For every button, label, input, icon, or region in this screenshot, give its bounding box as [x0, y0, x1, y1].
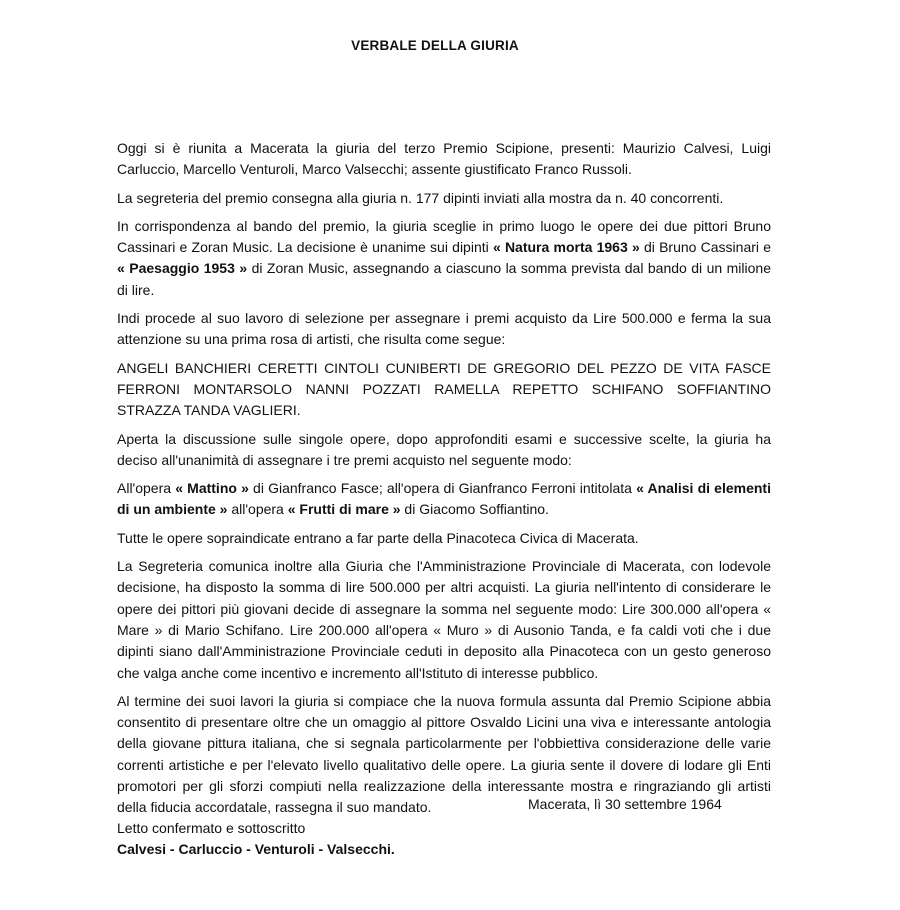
- document-body: [117, 138, 771, 819]
- work-title-paesaggio: « Paesaggio 1953 »: [117, 260, 248, 277]
- closing-block: [117, 818, 395, 860]
- text-run: All'opera: [117, 480, 176, 497]
- work-title-frutti-di-mare: « Frutti di mare »: [287, 501, 401, 518]
- paragraph-jury-meeting: Oggi si è riunita a Macerata la giuria del terzo Premio Scipione, presenti: Maurizio Calvesi, Luigi Carluccio, Marcello Venturoli, Marco Valsecchi; assente giustificato Franco Russoli.: [117, 140, 771, 178]
- paragraph-provincial-acquisitions: La Segreteria comunica inoltre alla Giuria che l'Amministrazione Provinciale di Macerata, con lodevole decisione, ha disposto la somma di lire 500.000 per altri acquisti. La giuria nell'intento di considerare le opere dei pittori più giovani decide di assegnare la somma nel seguente modo: Lire 300.000 all'opera « Mare » di Mario Schifano. Lire 200.000 all'opera « Muro » di Ausonio Tanda, e fa caldi voti che i due dipinti siano dall'Amministrazione Provinciale ceduti in deposito alla Pinacoteca con un gesto generoso che valga anche come incentivo e incremento all'Istituto di interesse pubblico.: [117, 558, 771, 681]
- text-run: In corrispondenza al bando del premio, la giuria sceglie in primo luogo le opere dei due pittori Bruno Cassinari e Zoran Music. La decisione è unanime sui dipinti: [117, 217, 771, 256]
- artist-shortlist: ANGELI BANCHIERI CERETTI CINTOLI CUNIBERTI DE GREGORIO DEL PEZZO DE VITA FASCE FERRONI MONTARSOLO NANNI POZZATI RAMELLA REPETTO SCHIFANO SOFFIANTINO STRAZZA TANDA VAGLIERI.: [117, 359, 771, 419]
- closing-line: Letto confermato e sottoscritto: [117, 820, 306, 836]
- text-run: di Gianfranco Fasce; all'opera di Gianfranco Ferroni intitolata: [248, 480, 637, 497]
- work-title-natura-morta: « Natura morta 1963 »: [492, 239, 640, 256]
- text-run: all'opera: [227, 501, 288, 518]
- work-title-mattino: « Mattino »: [175, 480, 249, 497]
- document-title: VERBALE DELLA GIURIA: [351, 38, 519, 53]
- text-run: di Giacomo Soffiantino.: [400, 501, 549, 518]
- work-title-analisi: « Analisi di elementi di un ambiente »: [117, 480, 771, 518]
- paragraph-selection: Indi procede al suo lavoro di selezione per assegnare i premi acquisto da Lire 500.000 e ferma la sua attenzione su una prima rosa di artisti, che risulta come segue:: [117, 310, 771, 348]
- text-run: di Zoran Music, assegnando a ciascuno la somma prevista dal bando di un milione di lire.: [117, 260, 772, 298]
- dateline: Macerata, lì 30 settembre 1964: [528, 796, 722, 812]
- paragraph-conclusion: Al termine dei suoi lavori la giuria si compiace che la nuova formula assunta dal Premio Scipione abbia consentito di presentare oltre che un omaggio al pittore Osvaldo Licini una viva e interessante antologia della giovane pittura italiana, che si segnala particolarmente per l'obbiettiva considerazione delle varie correnti artistiche e per l'elevato livello qualitativo delle opere. La giuria sente il dovere di lodare gli Enti promotori per gli sforzi compiuti nella realizzazione della interessante mostra e ringraziando gli artisti della fiducia accordatale, rassegna il suo mandato.: [117, 692, 771, 816]
- signatories: Calvesi - Carluccio - Venturoli - Valsecchi.: [117, 841, 395, 857]
- paragraph-pinacoteca: Tutte le opere sopraindicate entrano a far parte della Pinacoteca Civica di Macerata.: [117, 529, 639, 546]
- text-run: di Bruno Cassinari e: [639, 239, 771, 256]
- paragraph-discussion: Aperta la discussione sulle singole opere, dopo approfonditi esami e successive scelte, la giuria ha deciso all'unanimità di assegnare i tre premi acquisto nel seguente modo:: [117, 430, 771, 468]
- paragraph-main-prizes: [117, 216, 771, 301]
- paragraph-purchase-prizes: [117, 478, 771, 521]
- paragraph-paintings-received: La segreteria del premio consegna alla giuria n. 177 dipinti inviati alla mostra da n. 40 concorrenti.: [117, 189, 724, 206]
